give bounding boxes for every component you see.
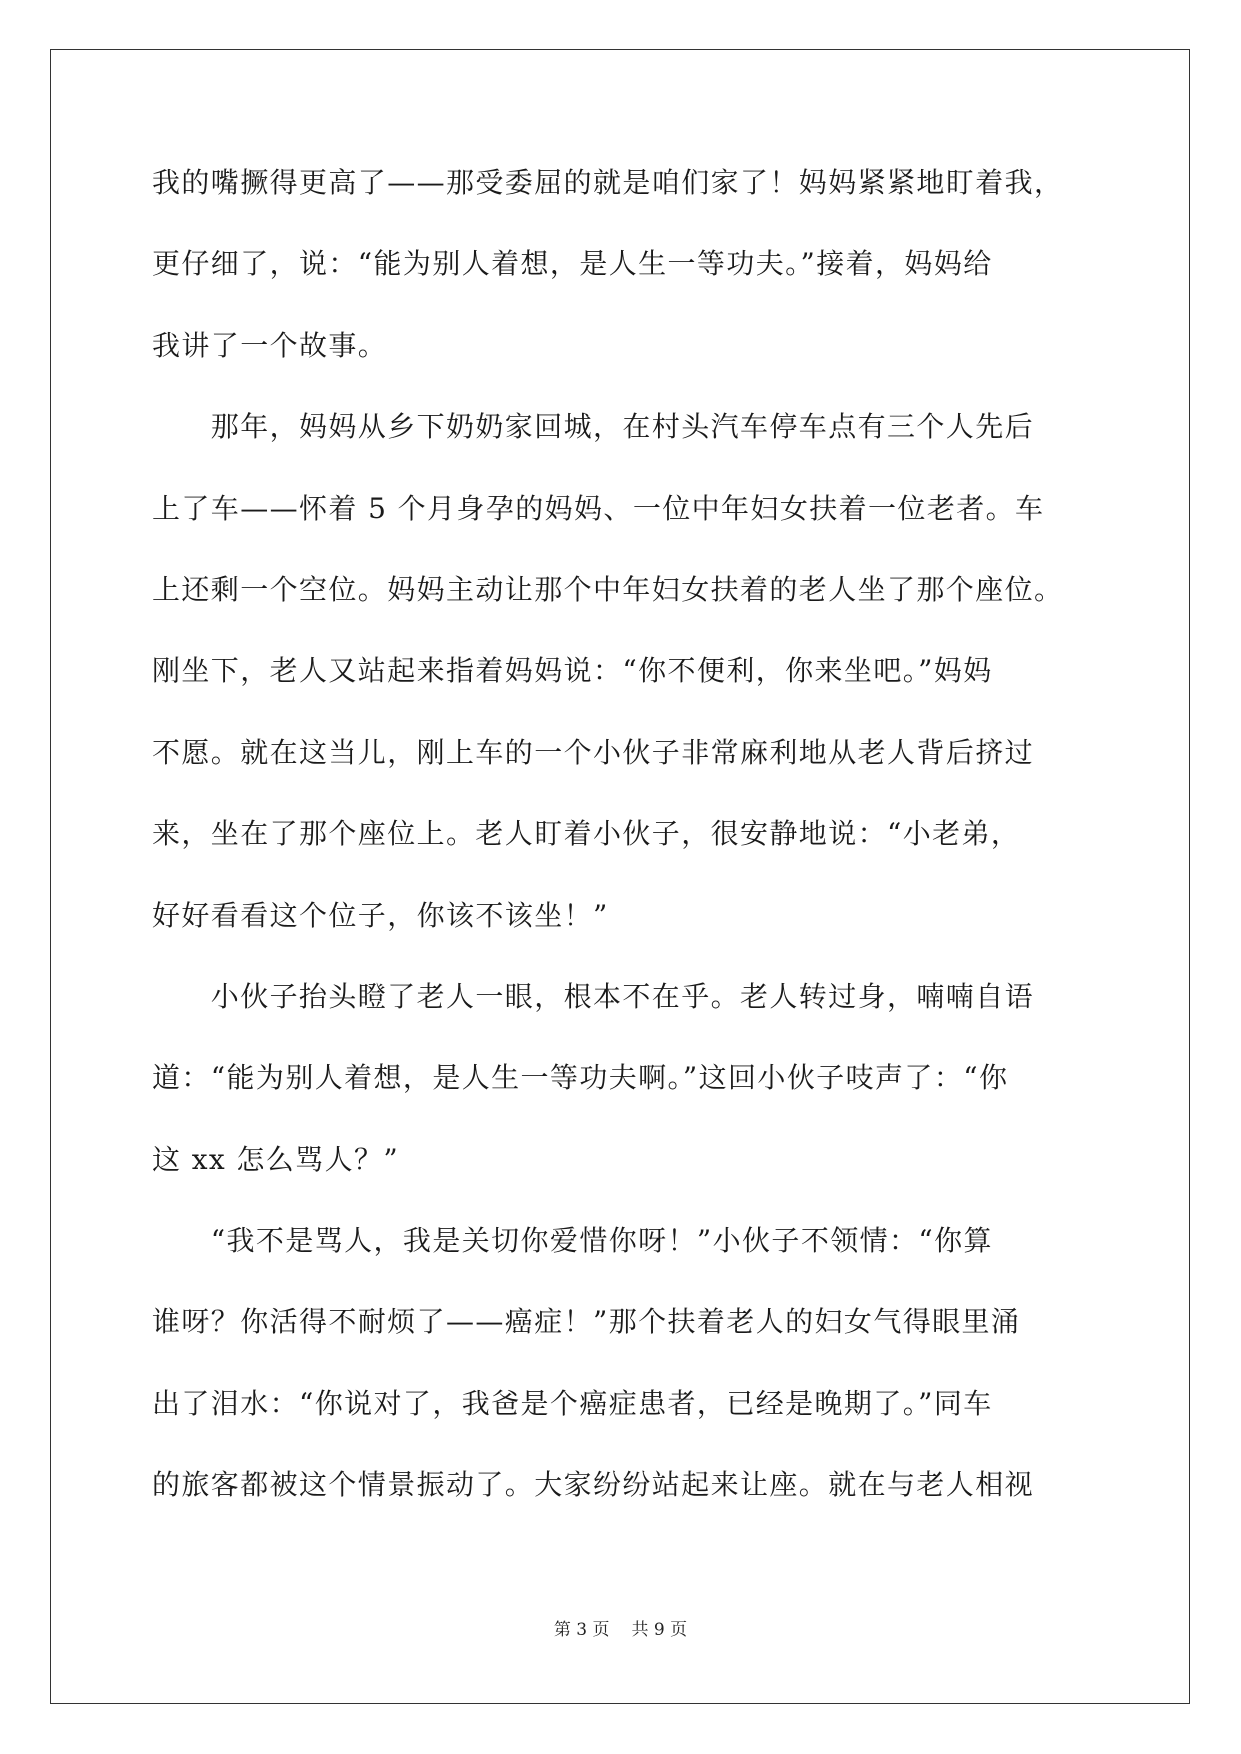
- text-line: 这 xx 怎么骂人？”: [152, 1142, 400, 1176]
- text-line: 上了车——怀着 5 个月身孕的妈妈、一位中年妇女扶着一位老者。车: [152, 491, 1045, 525]
- text-line: 小伙子抬头瞪了老人一眼，根本不在乎。老人转过身，喃喃自语: [152, 979, 1035, 1013]
- text-line: 那年，妈妈从乡下奶奶家回城，在村头汽车停车点有三个人先后: [152, 410, 1035, 444]
- text-line: 不愿。就在这当儿，刚上车的一个小伙子非常麻利地从老人背后挤过: [152, 735, 1035, 769]
- text-line: 我讲了一个故事。: [152, 328, 388, 362]
- text-line: 道：“能为别人着想，是人生一等功夫啊。”这回小伙子吱声了：“你: [152, 1061, 1009, 1095]
- text-line: “我不是骂人，我是关切你爱惜你呀！”小伙子不领情：“你算: [152, 1224, 993, 1258]
- text-line: 刚坐下，老人又站起来指着妈妈说：“你不便利，你来坐吧。”妈妈: [152, 654, 993, 688]
- text-line: 我的嘴撅得更高了——那受委屈的就是咱们家了！妈妈紧紧地盯着我，: [152, 166, 1064, 199]
- page-footer: [0, 1615, 1241, 1640]
- page-number: 第 3 页: [553, 1620, 610, 1640]
- text-line: 更仔细了，说：“能为别人着想，是人生一等功夫。”接着，妈妈给: [152, 247, 993, 281]
- text-line: 出了泪水：“你说对了，我爸是个癌症患者，已经是晚期了。”同车: [152, 1386, 993, 1420]
- text-line: 好好看看这个位子，你该不该坐！”: [152, 898, 609, 932]
- text-line: 的旅客都被这个情景振动了。大家纷纷站起来让座。就在与老人相视: [152, 1468, 1035, 1502]
- text-line: 来，坐在了那个座位上。老人盯着小伙子，很安静地说：“小老弟，: [152, 817, 1021, 851]
- document-body: [152, 158, 1092, 1542]
- text-line: 谁呀？你活得不耐烦了——癌症！”那个扶着老人的妇女气得眼里涌: [152, 1305, 1021, 1339]
- text-line: 上还剩一个空位。妈妈主动让那个中年妇女扶着的老人坐了那个座位。: [152, 572, 1064, 606]
- page-total: 共 9 页: [631, 1620, 688, 1640]
